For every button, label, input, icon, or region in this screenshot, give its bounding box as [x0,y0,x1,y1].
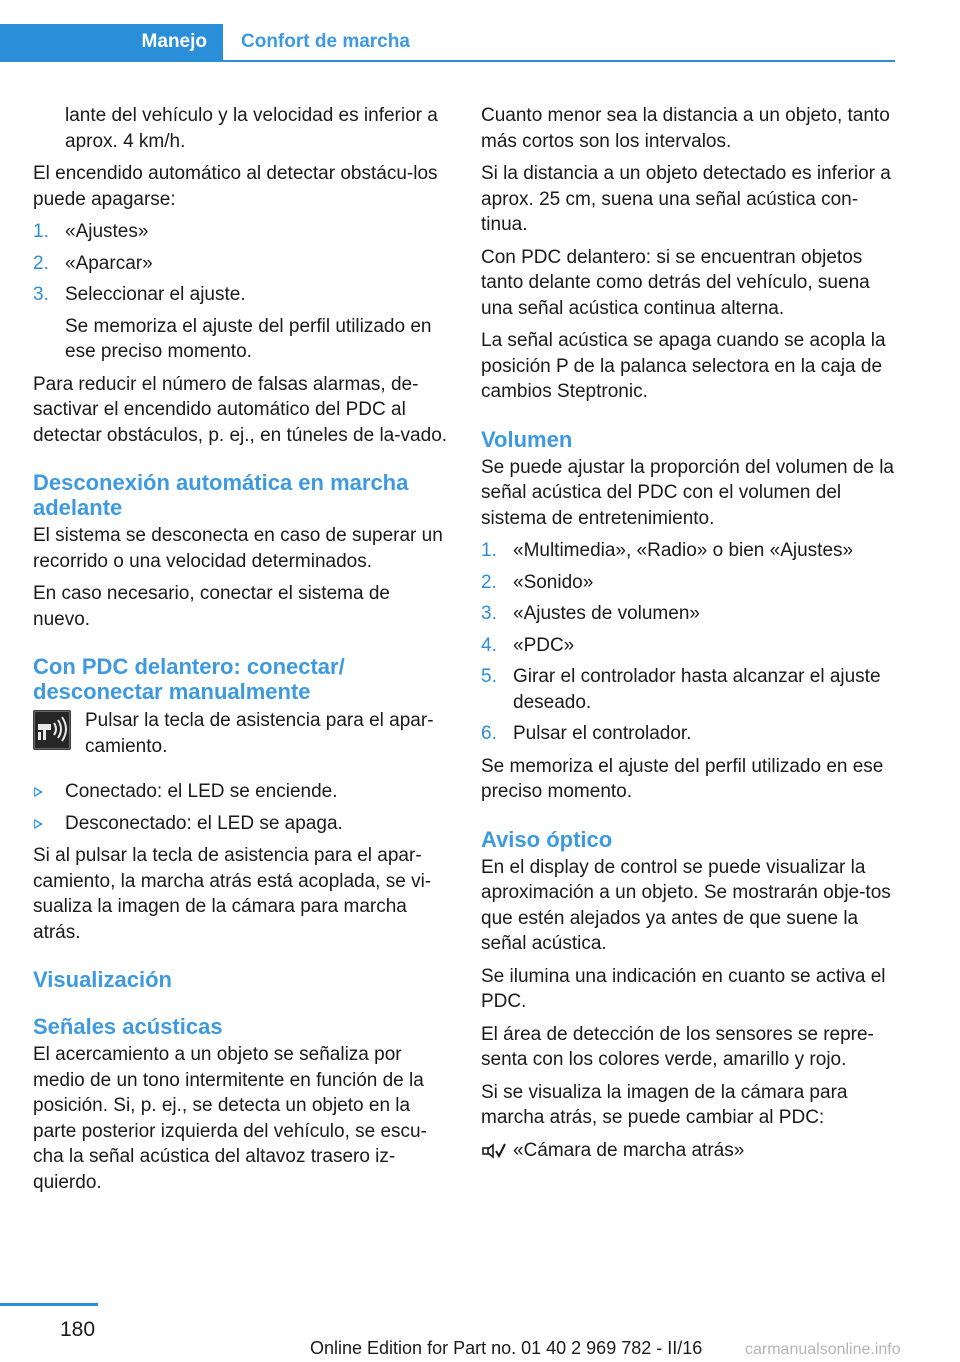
camera-switch-option [481,1138,899,1164]
page-header [0,24,895,62]
paragraph: Pulsar la tecla de asistencia para el apar-camiento. [85,710,434,757]
bullet-text: Desconectado: el LED se apaga. [65,812,343,834]
tab-confort-de-marcha[interactable]: Confort de marcha [241,31,410,52]
bullet-text: Conectado: el LED se enciende. [65,781,338,802]
section-heading: Volumen [481,426,573,452]
list-item [33,251,451,277]
list-item [481,633,899,659]
step-text: «Sonido» [513,571,594,593]
paragraph: Se puede ajustar la proporción del volumen de la señal acústica del PDC con el volumen del sistema de entretenimiento. [481,456,894,529]
paragraph: Con PDC delantero: si se encuentran objetos tanto delante como detrás del vehículo, suena una señal acústica continua alterna. [481,246,870,319]
paragraph: lante del vehículo y la velocidad es inferior a aprox. 4 km/h. [65,105,438,152]
footer-rule [0,1303,98,1306]
header-rule [0,60,895,62]
paragraph: En caso necesario, conectar el sistema de nuevo. [33,583,390,630]
step-text: Seleccionar el ajuste. [65,284,246,305]
paragraph: En el display de control se puede visualizar la aproximación a un objeto. Se mostrarán obje-tos que estén alejados ya antes de que suene la señal acústica. [481,856,891,954]
step-text: «Aparcar» [65,252,153,274]
pdc-button-instruction [33,708,451,759]
step-text: «PDC» [513,634,575,656]
paragraph: Cuanto menor sea la distancia a un objeto, tanto más cortos son los intervalos. [481,105,890,152]
paragraph: Si la distancia a un objeto detectado es inferior a aprox. 25 cm, suena una señal acústica con-tinua. [481,163,891,235]
paragraph: El área de detección de los sensores se repre-senta con los colores verde, amarillo y rojo. [481,1023,874,1070]
step-number: 3. [33,284,49,305]
paragraph: Si se visualiza la imagen de la cámara para marcha atrás, se puede cambiar al PDC: [481,1081,848,1128]
left-column [33,103,451,1202]
list-item [33,811,451,837]
steps-list [33,219,451,365]
paragraph: Si al pulsar la tecla de asistencia para el apar-camiento, la marcha atrás está acoplada, se vi-sualiza la imagen de la cámara para marcha atrás. [33,845,432,943]
page-number: 180 [60,1318,96,1341]
step-text: «Ajustes» [65,221,149,242]
rear-camera-icon [481,1141,507,1161]
step-text: Girar el controlador hasta alcanzar el ajuste deseado. [513,666,881,713]
list-item [33,219,451,245]
section-heading: Aviso óptico [481,826,613,852]
step-number: 1. [33,221,49,242]
step-number: 5. [481,666,497,687]
list-item [481,538,899,564]
triangle-bullet-icon [34,787,43,797]
list-item [481,570,899,596]
step-text: «Ajustes de volumen» [513,603,700,624]
section-heading: Señales acústicas [33,1014,223,1039]
paragraph: El encendido automático al detectar obstácu-los puede apagarse: [33,163,438,210]
step-number: 1. [481,540,497,561]
list-item [33,779,451,805]
edition-note: Online Edition for Part no. 01 40 2 969 782 - II/16 [310,1338,703,1358]
pdc-button-icon [33,710,71,750]
list-item [481,721,899,747]
step-number: 3. [481,603,497,624]
step-number: 6. [481,723,497,744]
paragraph: La señal acústica se apaga cuando se acopla la posición P de la palanca selectora en la caja de cambios Steptronic. [481,330,886,402]
step-note: Se memoriza el ajuste del perfil utilizado en ese preciso momento. [65,315,432,362]
paragraph: Se memoriza el ajuste del perfil utilizado en ese preciso momento. [481,755,884,802]
step-number: 2. [481,571,497,593]
step-text: Pulsar el controlador. [513,723,692,744]
camera-option-label: «Cámara de marcha atrás» [513,1139,745,1161]
paragraph: Para reducir el número de falsas alarmas, de-sactivar el encendido automático del PDC al detectar obstáculos, p. ej., en túneles de la-vado. [33,373,448,446]
section-heading: Desconexión automática en marcha adelante [33,470,409,520]
steps-list [481,538,899,747]
watermark: carmanualsonline.info [745,1341,901,1358]
section-heading: Visualización [33,967,172,992]
paragraph: El acercamiento a un objeto se señaliza por medio de un tono intermitente en función de la posición. Si, p. ej., se detecta un objeto en la parte posterior izquierda del vehículo, se escu-cha la señal acústica del altavoz trasero iz-quierdo. [33,1044,427,1193]
right-column [481,103,899,1163]
step-number: 2. [33,252,49,274]
section-heading: Con PDC delantero: conectar/ desconectar manualmente [33,654,345,704]
list-item [481,601,899,627]
list-item [33,282,451,365]
bullet-list [33,779,451,836]
list-item [481,664,899,715]
tab-manejo[interactable]: Manejo [0,24,223,60]
paragraph: El sistema se desconecta en caso de superar un recorrido o una velocidad determinados. [33,525,443,572]
step-text: «Multimedia», «Radio» o bien «Ajustes» [513,540,854,561]
paragraph: Se ilumina una indicación en cuanto se activa el PDC. [481,965,886,1012]
triangle-bullet-icon [34,819,43,829]
step-number: 4. [481,634,497,656]
